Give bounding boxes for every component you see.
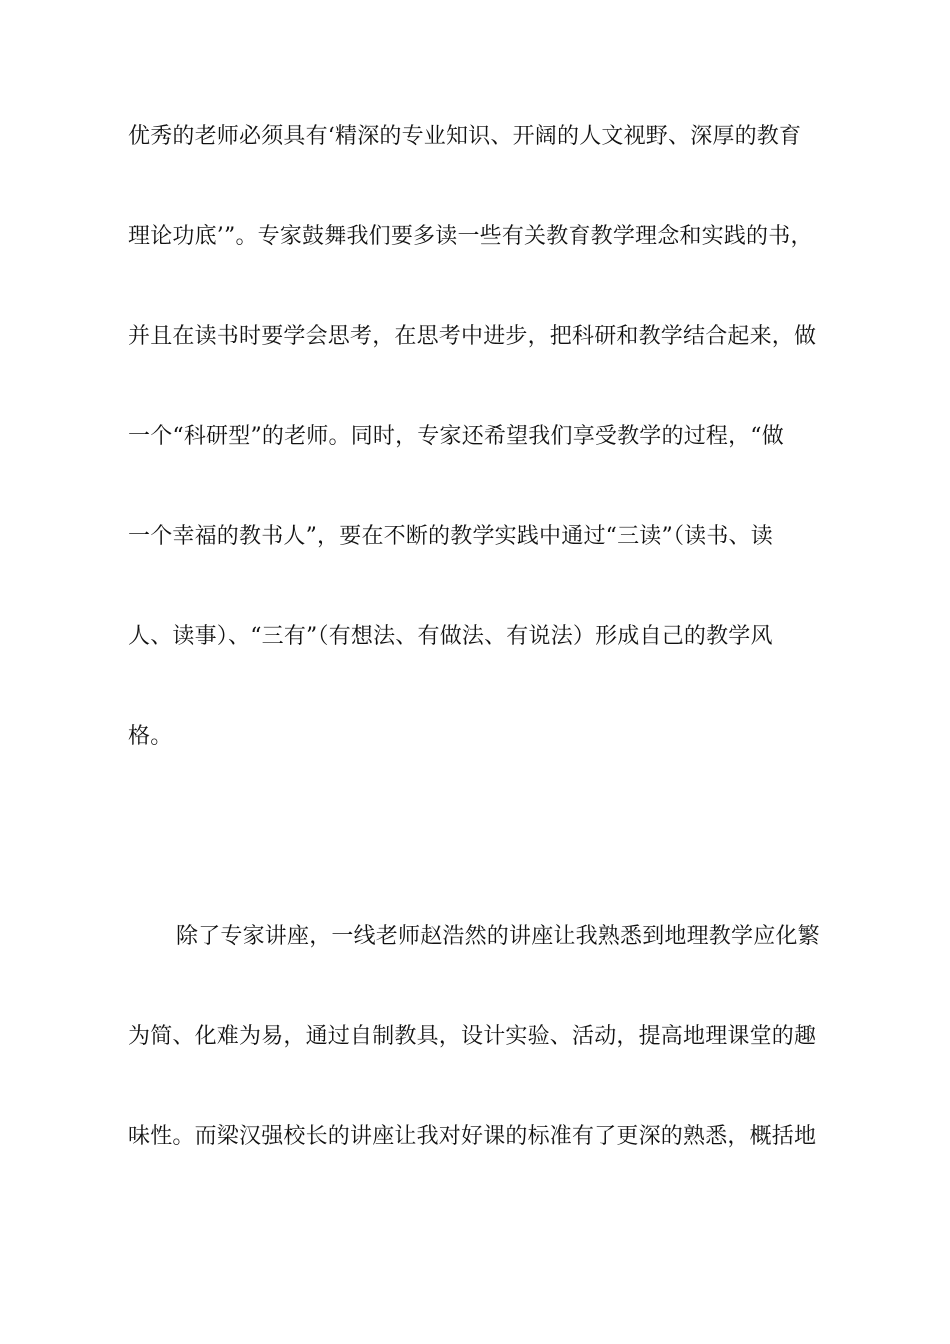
paragraph-line: 优秀的老师必须具有‘精深的专业知识、开阔的人文视野、深厚的教育 [128,124,802,149]
paragraph-line: 人、读事）、“三有”（有想法、有做法、有说法）形成自己的教学风 [128,624,773,649]
paragraph-line: 一个幸福的教书人”，要在不断的教学实践中通过“三读”（读书、读 [128,524,773,549]
paragraph-line: 并且在读书时要学会思考，在思考中进步，把科研和教学结合起来，做 [128,324,817,349]
paragraph-line: 除了专家讲座，一线老师赵浩然的讲座让我熟悉到地理教学应化繁 [176,924,820,949]
paragraph-line: 为简、化难为易，通过自制教具，设计实验、活动，提高地理课堂的趣 [128,1024,817,1049]
paragraph-line: 一个“科研型”的老师。同时，专家还希望我们享受教学的过程，“做 [128,424,784,449]
paragraph-line: 味性。而梁汉强校长的讲座让我对好课的标准有了更深的熟悉，概括地 [128,1124,817,1149]
paragraph-line: 理论功底’”。专家鼓舞我们要多读一些有关教育教学理念和实践的书， [128,224,813,249]
paragraph-line: 格。 [128,724,173,749]
